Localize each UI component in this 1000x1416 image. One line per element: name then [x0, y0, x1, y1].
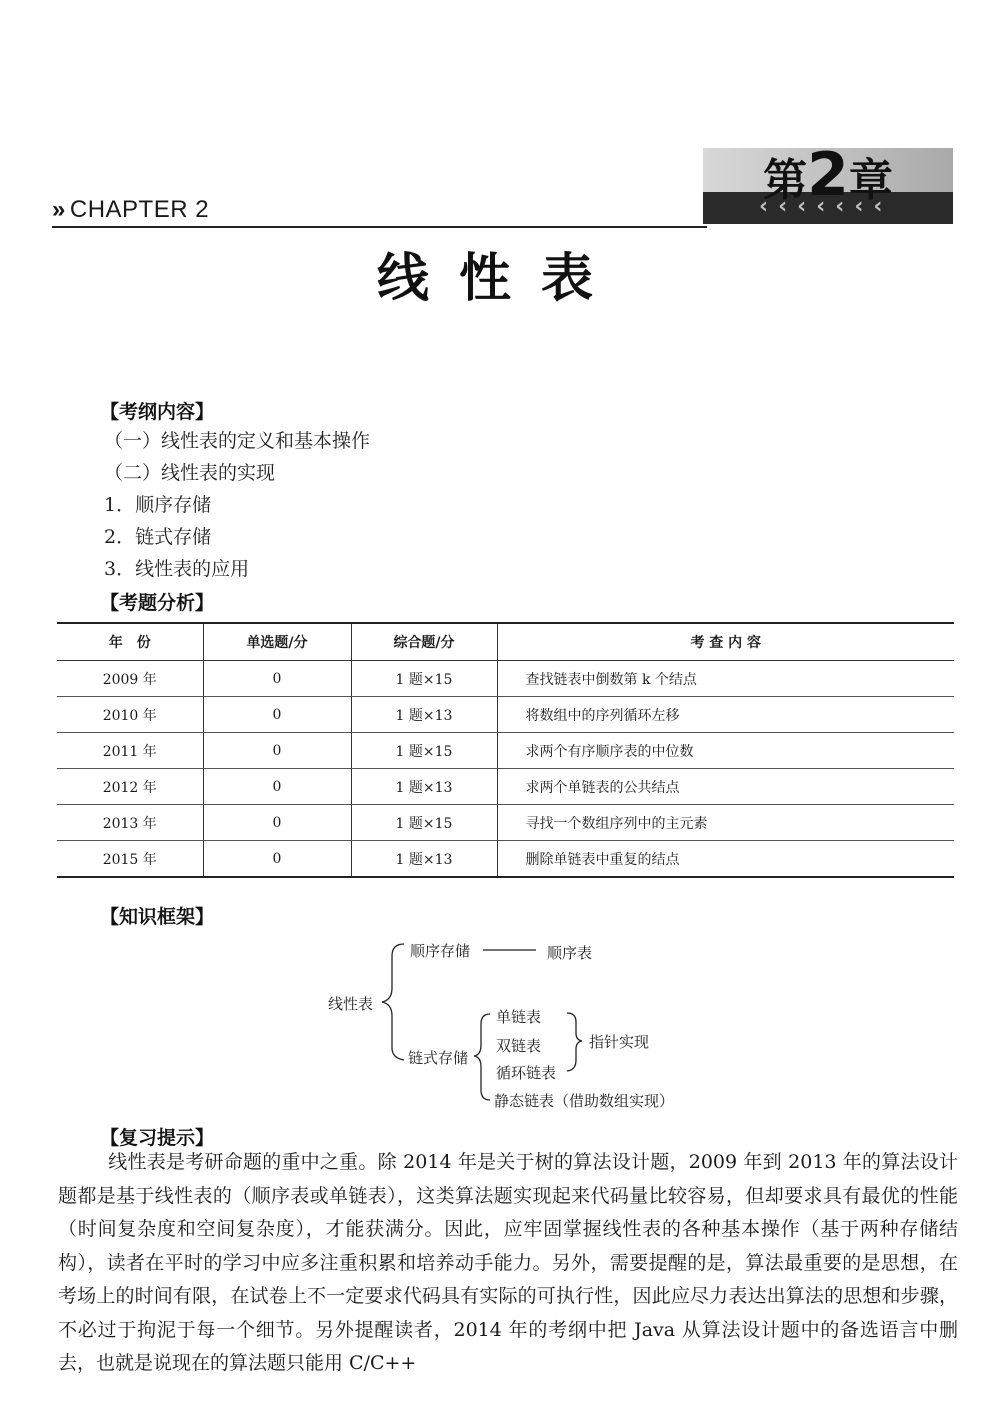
framework-circular-linked: 循环链表 — [496, 1064, 557, 1082]
cell-content: 查找链表中倒数第 k 个结点 — [497, 661, 954, 697]
outline-item: 2．链式存储 — [104, 526, 212, 548]
cell-comprehensive: 1 题×15 — [351, 661, 497, 697]
cell-content: 寻找一个数组序列中的主元素 — [497, 805, 954, 841]
chevron-right-icon: » — [52, 196, 66, 223]
badge-prefix: 第 — [763, 155, 808, 206]
cell-single: 0 — [203, 805, 351, 841]
column-header-content: 考 查 内 容 — [497, 623, 954, 661]
framework-static-linked: 静态链表（借助数组实现） — [494, 1092, 675, 1110]
linked-brace — [474, 1014, 490, 1100]
pointer-brace — [567, 1013, 582, 1071]
badge-number: 2 — [807, 140, 849, 210]
cell-single: 0 — [203, 841, 351, 878]
cell-content: 求两个单链表的公共结点 — [497, 769, 954, 805]
chevron-left-icon: ‹‹‹‹‹‹‹ — [759, 194, 893, 219]
outline-item: 3．线性表的应用 — [104, 558, 250, 580]
main-brace — [382, 944, 404, 1060]
framework-heading: 【知识框架】 — [100, 906, 215, 928]
cell-comprehensive: 1 题×15 — [351, 733, 497, 769]
cell-year: 2013 年 — [57, 805, 203, 841]
cell-content: 将数组中的序列循环左移 — [497, 697, 954, 733]
outline-item: （二）线性表的实现 — [104, 462, 276, 484]
framework-linked: 链式存储 — [408, 1049, 469, 1067]
page-title: 线性表 — [376, 249, 623, 309]
cell-content: 删除单链表中重复的结点 — [497, 841, 954, 878]
cell-single: 0 — [203, 733, 351, 769]
framework-double-linked: 双链表 — [496, 1037, 542, 1055]
review-heading: 【复习提示】 — [100, 1127, 215, 1149]
cell-comprehensive: 1 题×13 — [351, 841, 497, 878]
outline-item: （一）线性表的定义和基本操作 — [104, 430, 371, 452]
review-paragraph — [58, 1146, 958, 1381]
framework-root: 线性表 — [328, 995, 374, 1013]
column-header-comprehensive: 综合题/分 — [351, 623, 497, 661]
chapter-label-text: CHAPTER 2 — [69, 196, 210, 223]
cell-comprehensive: 1 题×13 — [351, 769, 497, 805]
framework-seq: 顺序存储 — [410, 942, 471, 960]
outline-heading: 【考纲内容】 — [100, 401, 215, 423]
cell-year: 2009 年 — [57, 661, 203, 697]
cell-year: 2011 年 — [57, 733, 203, 769]
review-paragraph-text: 线性表是考研命题的重中之重。除 2014 年是关于树的算法设计题，2009 年到 2013 年的算法设计题都是基于线性表的（顺序表或单链表），这类算法题实现起来代码量比较容易，但却要求具有最优的性能（时间复杂度和空间复杂度），才能获满分。因此，应牢固掌握线性表的各种基本操作（基于两种存储结构），读者在平时的学习中应多注重积累和培养动手能力。另外，需要提醒的是，算法最重要的是思想，在考场上的时间有限，在试卷上不一定要求代码具有实际的可执行性，因此应尽力表达出算法的思想和步骤，不必过于拘泥于每一个细节。另外提醒读者，2014 年的考纲中把 Java 从算法设计题中的备选语言中删去，也就是说现在的算法题只能用 C/C++ — [58, 1151, 958, 1374]
cell-content: 求两个有序顺序表的中位数 — [497, 733, 954, 769]
cell-year: 2012 年 — [57, 769, 203, 805]
cell-year: 2010 年 — [57, 697, 203, 733]
cell-comprehensive: 1 题×13 — [351, 697, 497, 733]
outline-item: 1．顺序存储 — [104, 494, 212, 516]
badge-suffix: 章 — [848, 155, 893, 206]
analysis-heading: 【考题分析】 — [100, 592, 215, 614]
cell-single: 0 — [203, 697, 351, 733]
cell-comprehensive: 1 题×15 — [351, 805, 497, 841]
cell-year: 2015 年 — [57, 841, 203, 878]
column-header-year: 年 份 — [57, 623, 203, 661]
cell-single: 0 — [203, 769, 351, 805]
cell-single: 0 — [203, 661, 351, 697]
column-header-single: 单选题/分 — [203, 623, 351, 661]
framework-single-linked: 单链表 — [496, 1008, 542, 1026]
framework-seq-leaf: 顺序表 — [547, 944, 593, 962]
framework-pointer-note: 指针实现 — [589, 1033, 650, 1051]
